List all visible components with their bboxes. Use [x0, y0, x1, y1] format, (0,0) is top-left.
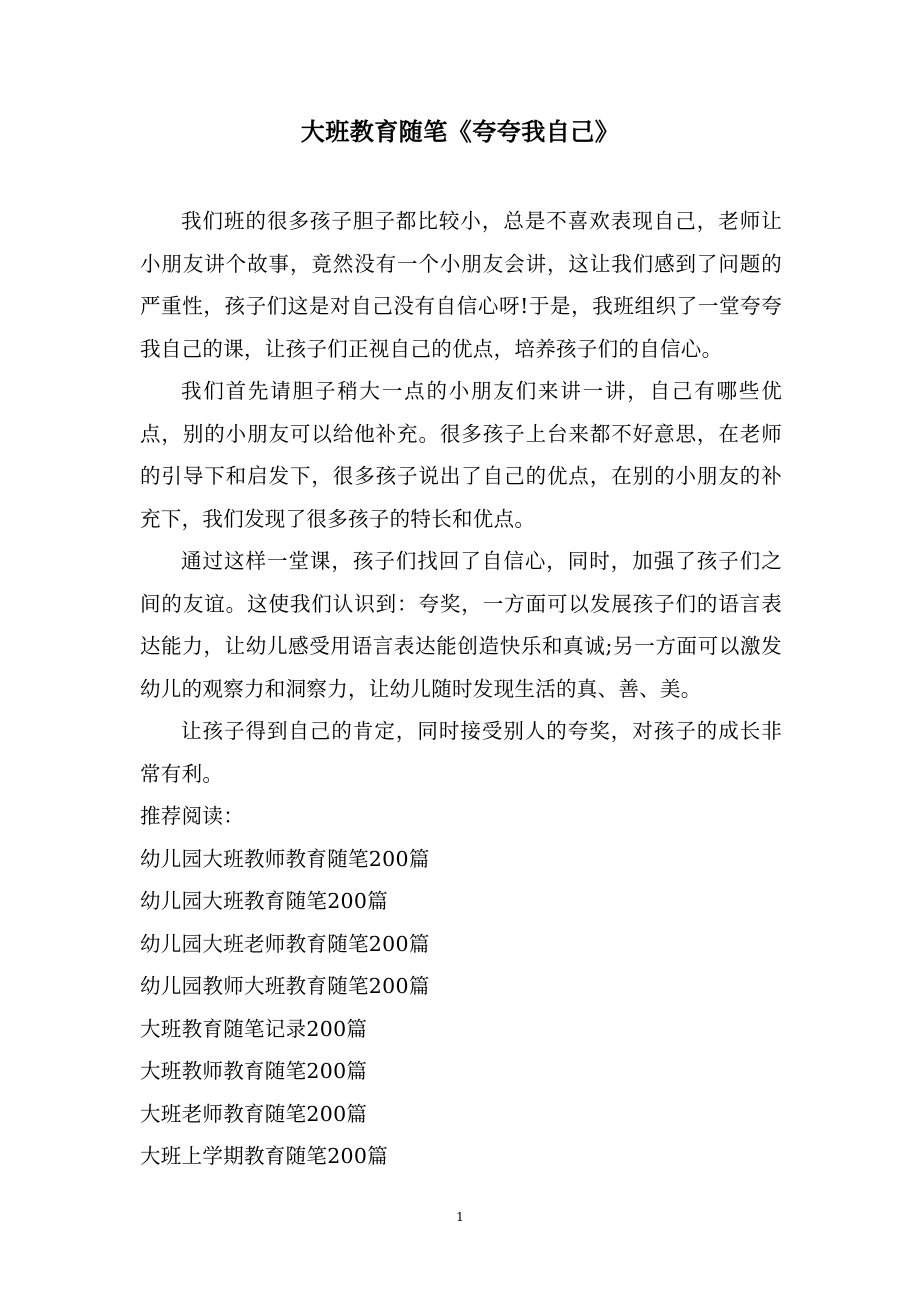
recommended-link[interactable]: 幼儿园大班教育随笔200篇 [140, 889, 389, 913]
recommended-link[interactable]: 大班老师教育随笔200篇 [140, 1101, 368, 1126]
recommended-link[interactable]: 幼儿园教师大班教育随笔200篇 [140, 974, 430, 998]
paragraph: 让孩子得到自己的肯定，同时接受别人的夸奖，对孩子的成长非常有利。 [140, 719, 782, 786]
recommended-link[interactable]: 大班教师教育随笔200篇 [140, 1059, 368, 1083]
recommended-reading-label: 推荐阅读： [140, 804, 244, 828]
recommended-link[interactable]: 幼儿园大班教师教育随笔200篇 [140, 846, 430, 871]
page-number: 1 [456, 1210, 464, 1224]
recommended-reading-list [140, 838, 782, 1178]
document-title: 大班教育随笔《夸夸我自己》 [300, 117, 620, 146]
document-body [140, 200, 782, 1178]
recommended-link[interactable]: 幼儿园大班老师教育随笔200篇 [140, 931, 430, 956]
recommended-link[interactable]: 大班教育随笔记录200篇 [140, 1016, 368, 1041]
recommended-link[interactable]: 大班上学期教育随笔200篇 [140, 1144, 389, 1168]
paragraph: 我们班的很多孩子胆子都比较小，总是不喜欢表现自己，老师让小朋友讲个故事，竟然没有一个小朋友会讲，这让我们感到了问题的严重性，孩子们这是对自己没有自信心呀!于是，我班组织了一堂夸夸我自己的课，让孩子们正视自己的优点，培养孩子们的自信心。 [140, 209, 782, 361]
paragraph: 通过这样一堂课，孩子们找回了自信心，同时，加强了孩子们之间的友谊。这使我们认识到：夸奖，一方面可以发展孩子们的语言表达能力，让幼儿感受用语言表达能创造快乐和真诚;另一方面可以激发幼儿的观察力和洞察力，让幼儿随时发现生活的真、善、美。 [140, 549, 782, 701]
paragraph: 我们首先请胆子稍大一点的小朋友们来讲一讲，自己有哪些优点，别的小朋友可以给他补充。很多孩子上台来都不好意思，在老师的引导下和启发下，很多孩子说出了自己的优点，在别的小朋友的补充下，我们发现了很多孩子的特长和优点。 [140, 379, 782, 531]
